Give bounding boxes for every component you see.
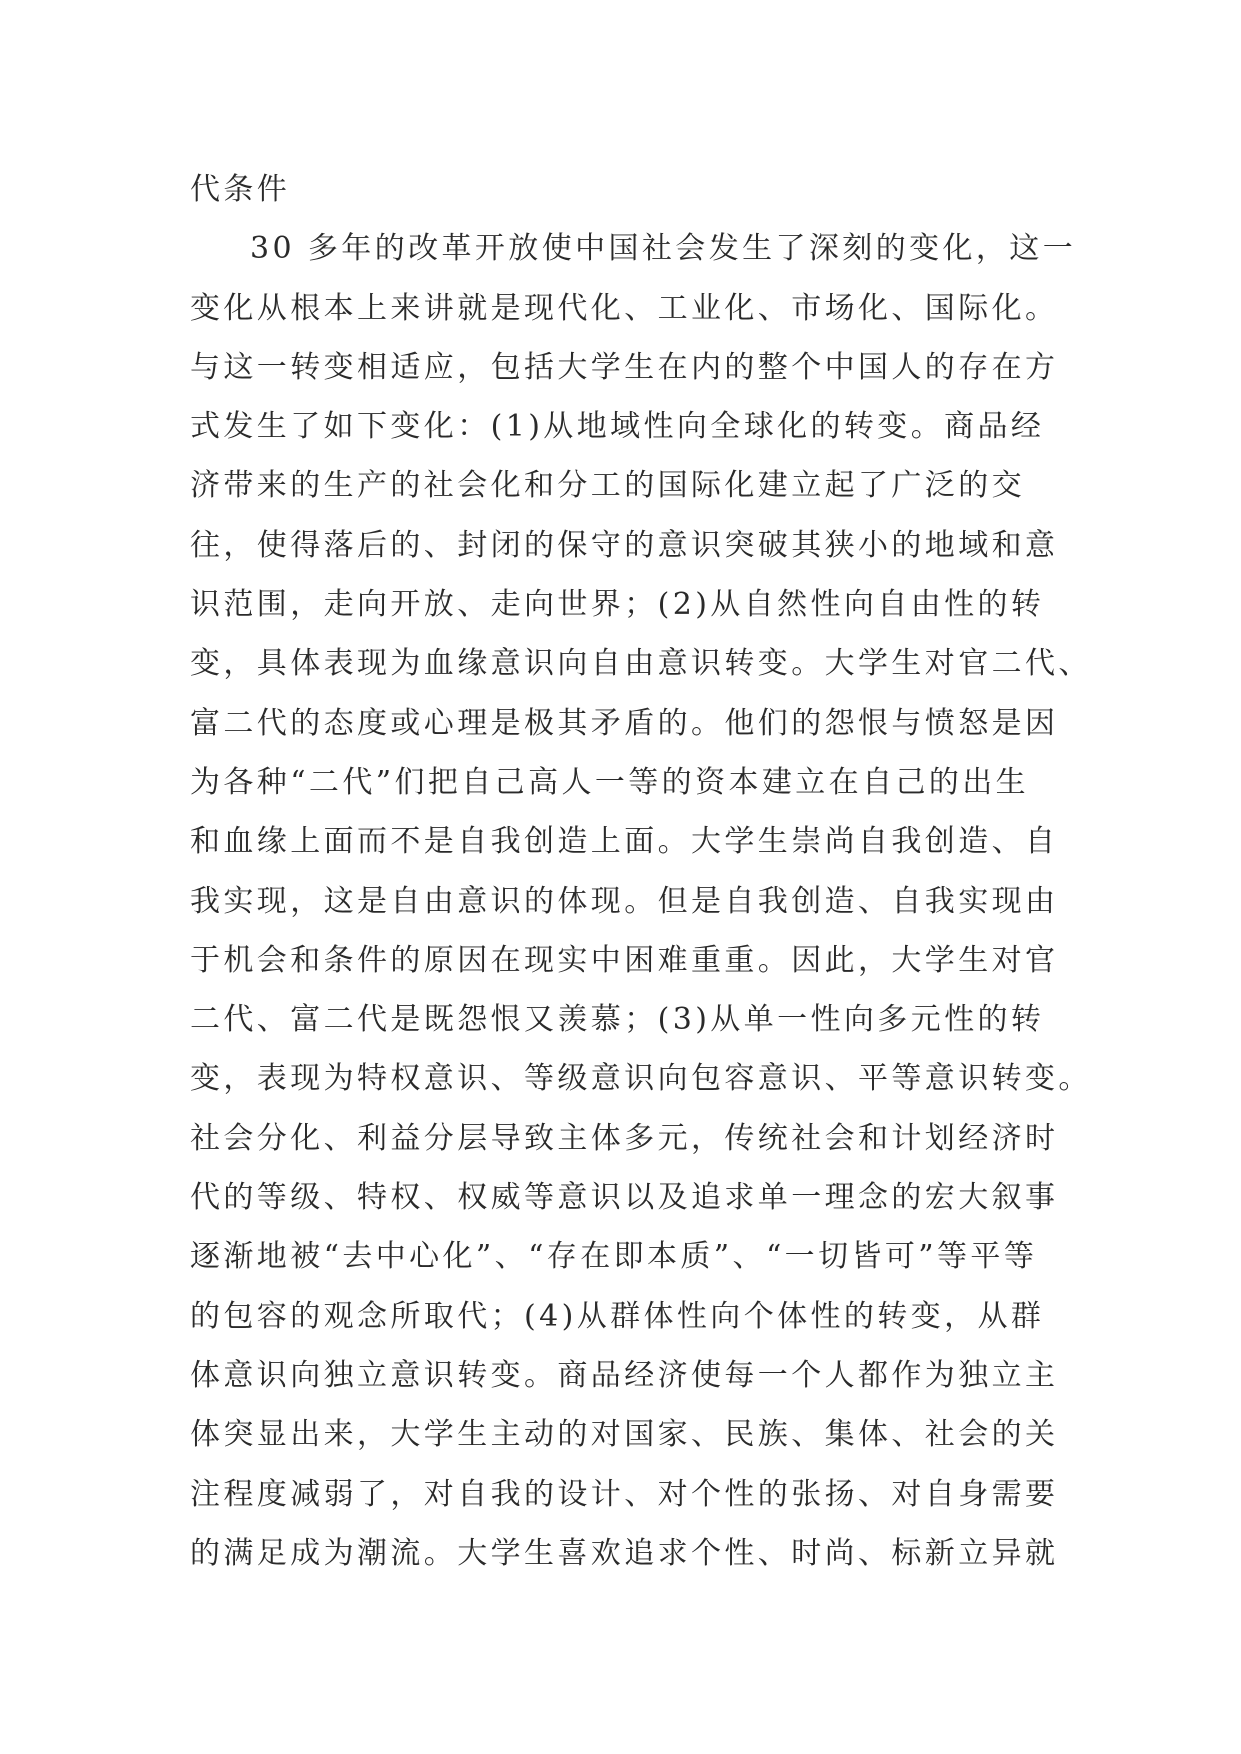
document-body	[190, 160, 1092, 1583]
text-line: 我实现，这是自由意识的体现。但是自我创造、自我实现由	[190, 883, 1059, 919]
text-line: 为各种“二代”们把自己高人一等的资本建立在自己的出生	[190, 764, 1030, 800]
text-line: 体突显出来，大学生主动的对国家、民族、集体、社会的关	[190, 1417, 1059, 1453]
text-line: 和血缘上面而不是自我创造上面。大学生崇尚自我创造、自	[190, 824, 1059, 860]
text-line: 于机会和条件的原因在现实中困难重重。因此，大学生对官	[190, 942, 1059, 978]
text-line: 式发生了如下变化：(1)从地域性向全球化的转变。商品经	[190, 409, 1045, 445]
text-line: 的满足成为潮流。大学生喜欢追求个性、时尚、标新立异就	[190, 1535, 1059, 1571]
text-line: 注程度减弱了，对自我的设计、对个性的张扬、对自身需要	[190, 1476, 1059, 1512]
text-line: 二代、富二代是既怨恨又羡慕；(3)从单一性向多元性的转	[190, 1002, 1045, 1038]
text-line: 逐渐地被“去中心化”、“存在即本质”、“一切皆可”等平等	[190, 1239, 1038, 1275]
text-line: 变化从根本上来讲就是现代化、工业化、市场化、国际化。	[190, 290, 1059, 326]
text-line: 的包容的观念所取代；(4)从群体性向个体性的转变，从群	[190, 1298, 1045, 1334]
text-line: 社会分化、利益分层导致主体多元，传统社会和计划经济时	[190, 1120, 1059, 1156]
text-line: 变，具体表现为血缘意识向自由意识转变。大学生对官二代、	[190, 646, 1092, 682]
text-line: 体意识向独立意识转变。商品经济使每一个人都作为独立主	[190, 1357, 1059, 1393]
text-line: 与这一转变相适应，包括大学生在内的整个中国人的存在方	[190, 349, 1059, 385]
text-line: 往，使得落后的、封闭的保守的意识突破其狭小的地域和意	[190, 527, 1059, 563]
text-line: 济带来的生产的社会化和分工的国际化建立起了广泛的交	[190, 468, 1025, 504]
text-line: 富二代的态度或心理是极其矛盾的。他们的怨恨与愤怒是因	[190, 705, 1059, 741]
text-line: 识范围，走向开放、走向世界；(2)从自然性向自由性的转	[190, 587, 1045, 623]
text-line: 变，表现为特权意识、等级意识向包容意识、平等意识转变。	[190, 1061, 1092, 1097]
text-line: 代的等级、特权、权威等意识以及追求单一理念的宏大叙事	[190, 1180, 1059, 1216]
text-line: 代条件	[190, 172, 291, 207]
paragraph-first-line: 30 多年的改革开放使中国社会发生了深刻的变化，这一	[250, 231, 1077, 267]
